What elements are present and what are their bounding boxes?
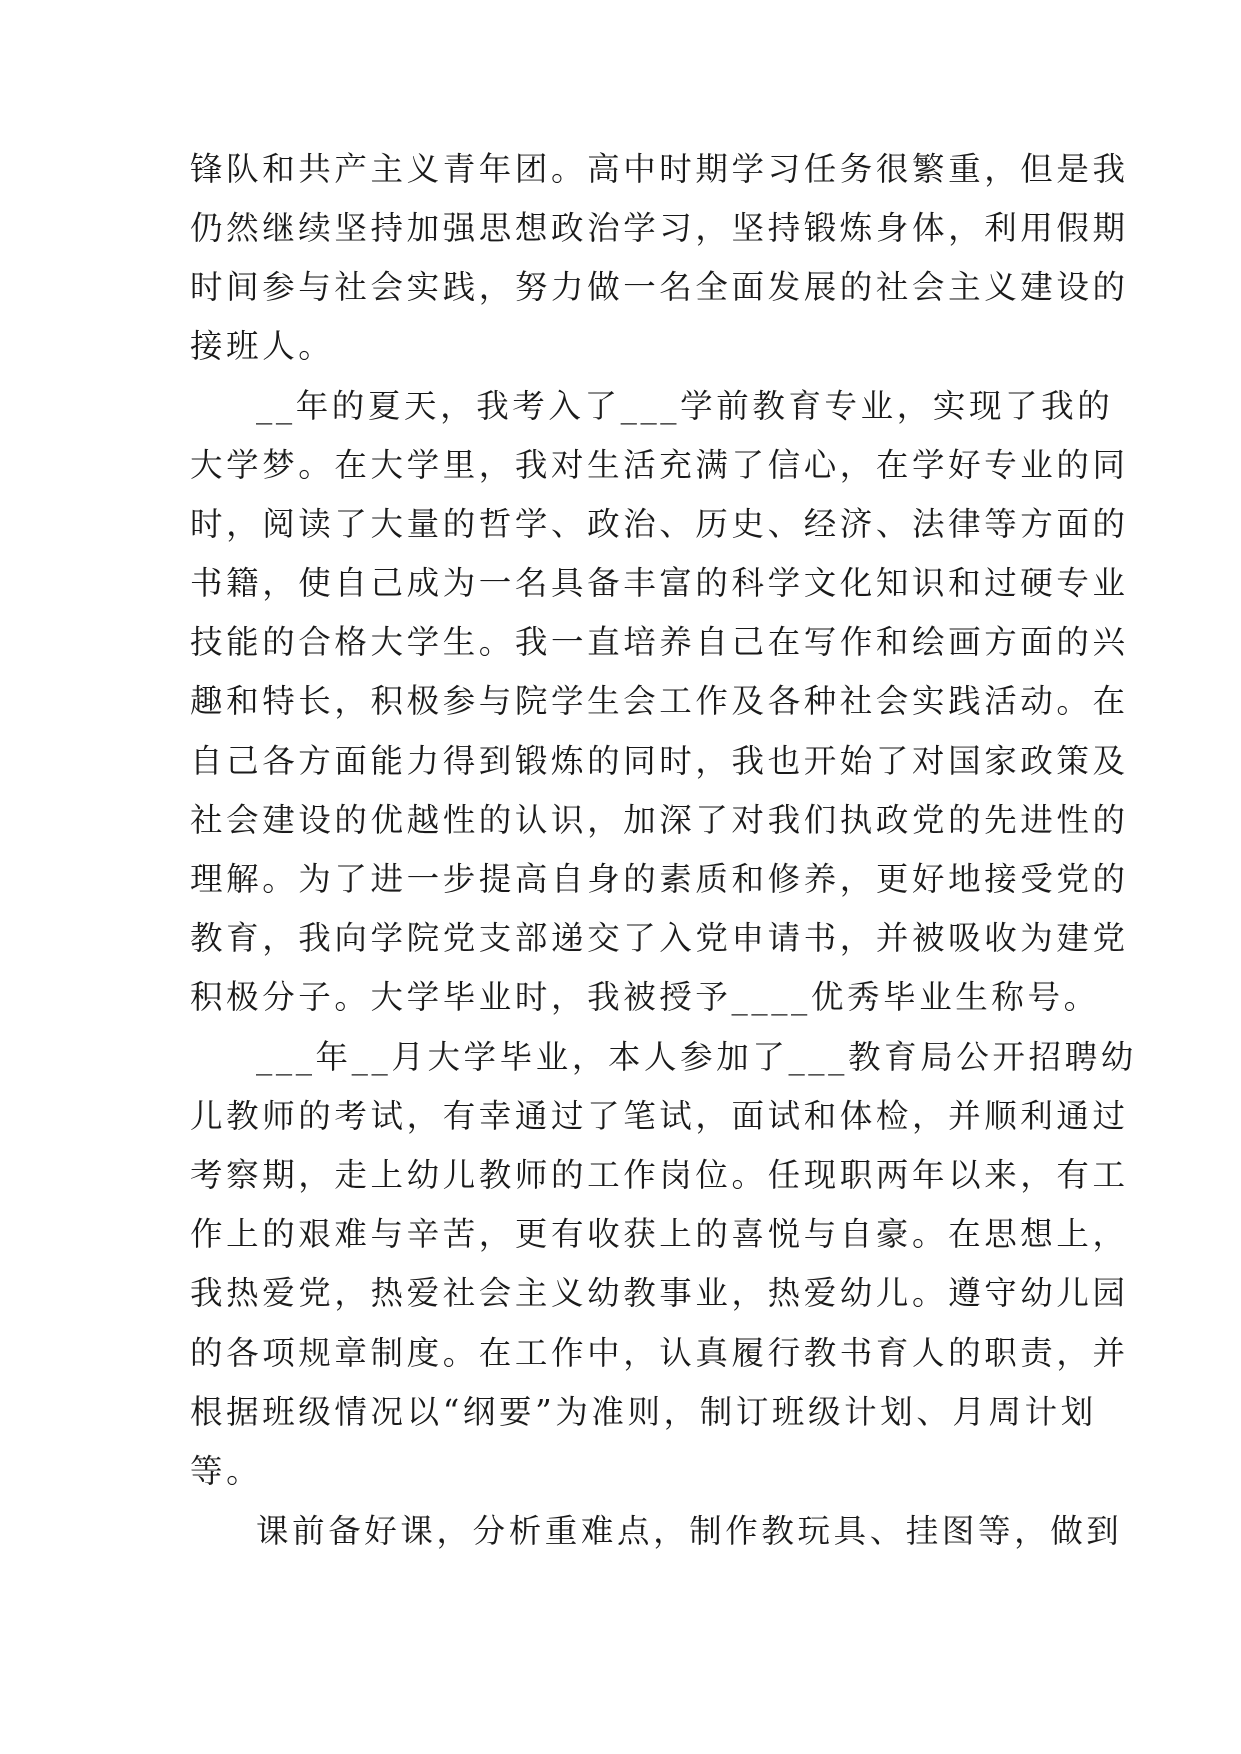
text-line: 趣和特长，积极参与院学生会工作及各种社会实践活动。在	[190, 682, 1129, 720]
text-line: 时，阅读了大量的哲学、政治、历史、经济、法律等方面的	[190, 505, 1129, 543]
text-line: 社会建设的优越性的认识，加深了对我们执政党的先进性的	[190, 801, 1129, 839]
paragraph-start-line: __年的夏天，我考入了___学前教育专业，实现了我的	[256, 387, 1114, 425]
text-line: 我热爱党，热爱社会主义幼教事业，热爱幼儿。遵守幼儿园	[190, 1274, 1129, 1312]
text-line: 教育，我向学院党支部递交了入党申请书，并被吸收为建党	[190, 919, 1129, 957]
text-line: 技能的合格大学生。我一直培养自己在写作和绘画方面的兴	[190, 623, 1129, 661]
paragraph-start-line: 课前备好课，分析重难点，制作教玩具、挂图等，做到	[256, 1512, 1123, 1550]
text-line: 等。	[190, 1452, 263, 1490]
text-line: 的各项规章制度。在工作中，认真履行教书育人的职责，并	[190, 1334, 1129, 1372]
text-line: 大学梦。在大学里，我对生活充满了信心，在学好专业的同	[190, 446, 1129, 484]
text-line: 仍然继续坚持加强思想政治学习，坚持锻炼身体，利用假期	[190, 209, 1129, 247]
text-line: 接班人。	[190, 327, 335, 365]
text-line: 儿教师的考试，有幸通过了笔试，面试和体检，并顺利通过	[190, 1097, 1129, 1135]
text-line: 时间参与社会实践，努力做一名全面发展的社会主义建设的	[190, 268, 1129, 306]
text-line: 积极分子。大学毕业时，我被授予____优秀毕业生称号。	[190, 978, 1100, 1016]
text-line: 考察期，走上幼儿教师的工作岗位。任现职两年以来，有工	[190, 1156, 1129, 1194]
text-line: 自己各方面能力得到锻炼的同时，我也开始了对国家政策及	[190, 742, 1129, 780]
text-line: 理解。为了进一步提高自身的素质和修养，更好地接受党的	[190, 860, 1129, 898]
text-line: 书籍，使自己成为一名具备丰富的科学文化知识和过硬专业	[190, 564, 1129, 602]
paragraph-start-line: ___年__月大学毕业，本人参加了___教育局公开招聘幼	[256, 1038, 1137, 1076]
text-line: 锋队和共产主义青年团。高中时期学习任务很繁重，但是我	[190, 150, 1129, 188]
text-line: 根据班级情况以“纲要”为准则，制订班级计划、月周计划	[190, 1393, 1097, 1431]
text-line: 作上的艰难与辛苦，更有收获上的喜悦与自豪。在思想上，	[190, 1215, 1129, 1253]
